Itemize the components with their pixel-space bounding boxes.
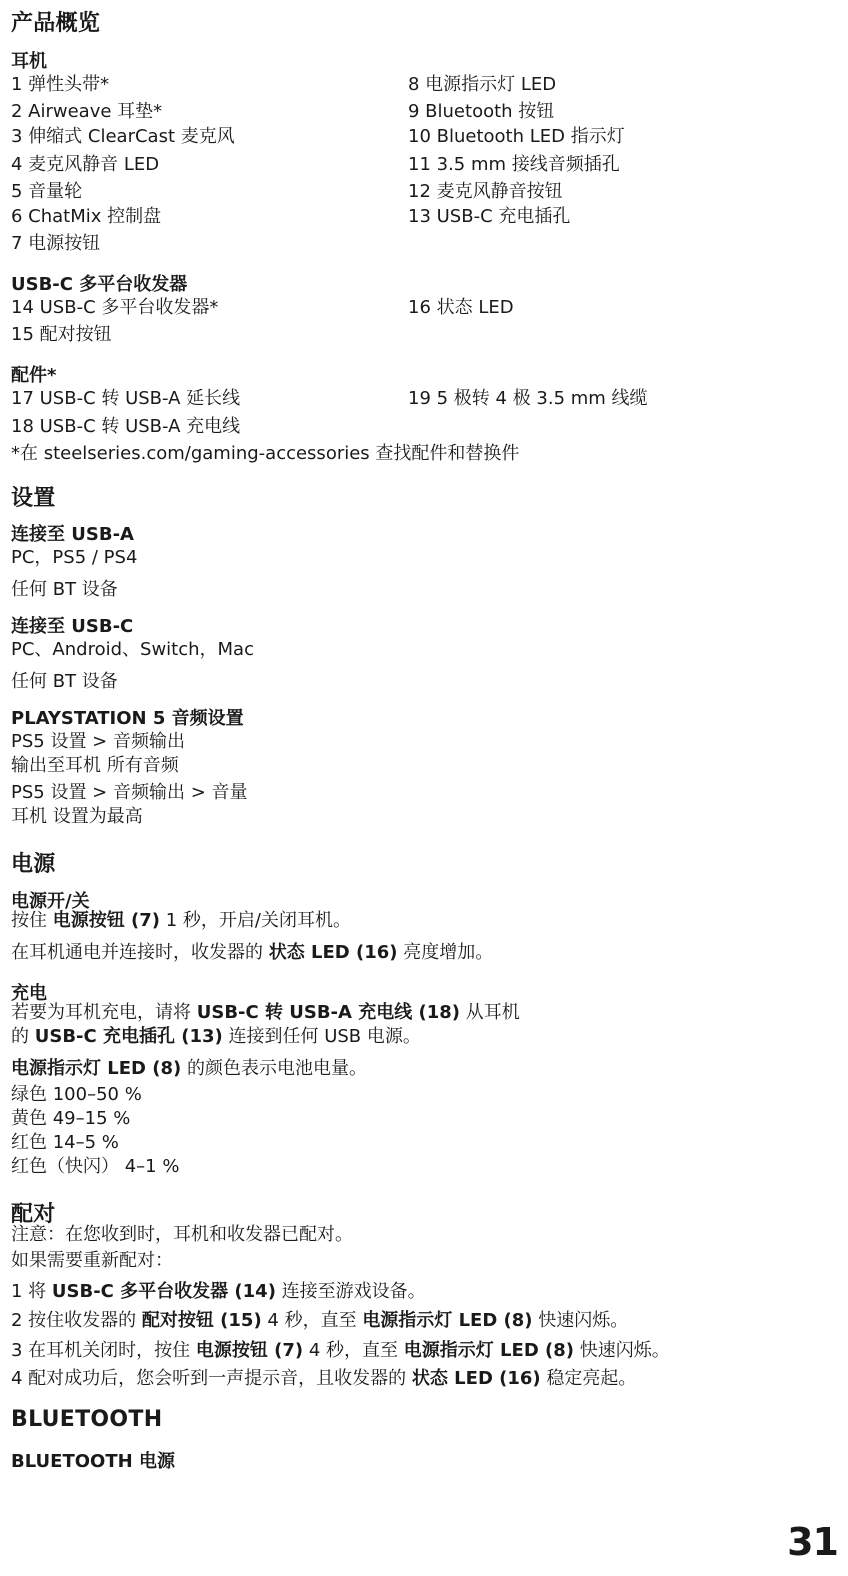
list-item: 6 ChatMix 控制盘 xyxy=(11,206,162,227)
list-item: 14 USB-C 多平台收发器* xyxy=(11,297,219,318)
led-line: 电源指示灯 LED (8) 的颜色表示电池电量。 xyxy=(11,1058,367,1079)
list-item: 8 电源指示灯 LED xyxy=(408,74,557,95)
headset-heading: 耳机 xyxy=(11,51,47,72)
list-item: 1 弹性头带* xyxy=(11,74,110,95)
usbc-line: 任何 BT 设备 xyxy=(11,671,118,692)
pairing-note: 如果需要重新配对： xyxy=(11,1250,173,1271)
usba-heading: 连接至 USB-A xyxy=(11,524,134,545)
list-item: 19 5 极转 4 极 3.5 mm 线缆 xyxy=(408,388,648,409)
ps5-line: PS5 设置 > 音频输出 > 音量 xyxy=(11,782,248,803)
ps5-heading: PLAYSTATION 5 音频设置 xyxy=(11,708,244,729)
list-item: 9 Bluetooth 按钮 xyxy=(408,101,555,122)
charge-line: 若要为耳机充电，请将 USB-C 转 USB-A 充电线 (18) 从耳机 xyxy=(11,1002,520,1023)
list-item: 5 音量轮 xyxy=(11,181,83,202)
onoff-heading: 电源开/关 xyxy=(11,891,90,912)
bluetooth-power-heading: BLUETOOTH 电源 xyxy=(11,1451,175,1472)
ps5-line: PS5 设置 > 音频输出 xyxy=(11,731,185,752)
usba-line: 任何 BT 设备 xyxy=(11,579,118,600)
charge-heading: 充电 xyxy=(11,983,47,1004)
pairing-step: 3 在耳机关闭时，按住 电源按钮 (7) 4 秒，直至 电源指示灯 LED (8) 快速闪烁。 xyxy=(11,1340,670,1361)
page-number: 31 xyxy=(787,1520,838,1564)
battery-level: 红色（快闪） 4–1 % xyxy=(11,1156,180,1177)
battery-level: 绿色 100–50 % xyxy=(11,1084,142,1105)
pairing-step: 4 配对成功后，您会听到一声提示音，且收发器的 状态 LED (16) 稳定亮起。 xyxy=(11,1368,637,1389)
list-item: 16 状态 LED xyxy=(408,297,514,318)
overview-title: 产品概览 xyxy=(11,11,101,36)
list-item: 15 配对按钮 xyxy=(11,324,112,345)
list-item: 10 Bluetooth LED 指示灯 xyxy=(408,126,625,147)
accessories-note: *在 steelseries.com/gaming-accessories 查找配件和替换件 xyxy=(11,443,520,464)
list-item: 17 USB-C 转 USB-A 延长线 xyxy=(11,388,241,409)
pairing-step: 1 将 USB-C 多平台收发器 (14) 连接至游戏设备。 xyxy=(11,1281,426,1302)
ps5-line: 输出至耳机 所有音频 xyxy=(11,755,179,776)
list-item: 2 Airweave 耳垫* xyxy=(11,101,163,122)
ps5-line: 耳机 设置为最高 xyxy=(11,806,143,827)
list-item: 11 3.5 mm 接线音频插孔 xyxy=(408,154,620,175)
setup-title: 设置 xyxy=(11,486,56,511)
charge-line: 的 USB-C 充电插孔 (13) 连接到任何 USB 电源。 xyxy=(11,1026,421,1047)
battery-level: 黄色 49–15 % xyxy=(11,1108,131,1129)
usbc-heading: 连接至 USB-C xyxy=(11,616,134,637)
accessories-heading: 配件* xyxy=(11,365,57,386)
battery-level: 红色 14–5 % xyxy=(11,1132,119,1153)
list-item: 3 伸缩式 ClearCast 麦克风 xyxy=(11,126,235,147)
transmitter-heading: USB-C 多平台收发器 xyxy=(11,274,188,295)
onoff-line: 按住 电源按钮 (7) 1 秒，开启/关闭耳机。 xyxy=(11,910,351,931)
list-item: 4 麦克风静音 LED xyxy=(11,154,160,175)
list-item: 7 电源按钮 xyxy=(11,233,101,254)
pairing-note: 注意：在您收到时，耳机和收发器已配对。 xyxy=(11,1224,353,1245)
pairing-title: 配对 xyxy=(11,1202,56,1227)
pairing-step: 2 按住收发器的 配对按钮 (15) 4 秒，直至 电源指示灯 LED (8) 快速闪烁。 xyxy=(11,1310,629,1331)
onoff-line: 在耳机通电并连接时，收发器的 状态 LED (16) 亮度增加。 xyxy=(11,942,494,963)
usba-line: PC，PS5 / PS4 xyxy=(11,547,138,568)
list-item: 18 USB-C 转 USB-A 充电线 xyxy=(11,416,241,437)
power-title: 电源 xyxy=(11,852,56,877)
usbc-line: PC、Android、Switch，Mac xyxy=(11,639,254,660)
bluetooth-title: BLUETOOTH xyxy=(11,1407,163,1432)
list-item: 12 麦克风静音按钮 xyxy=(408,181,563,202)
list-item: 13 USB-C 充电插孔 xyxy=(408,206,571,227)
